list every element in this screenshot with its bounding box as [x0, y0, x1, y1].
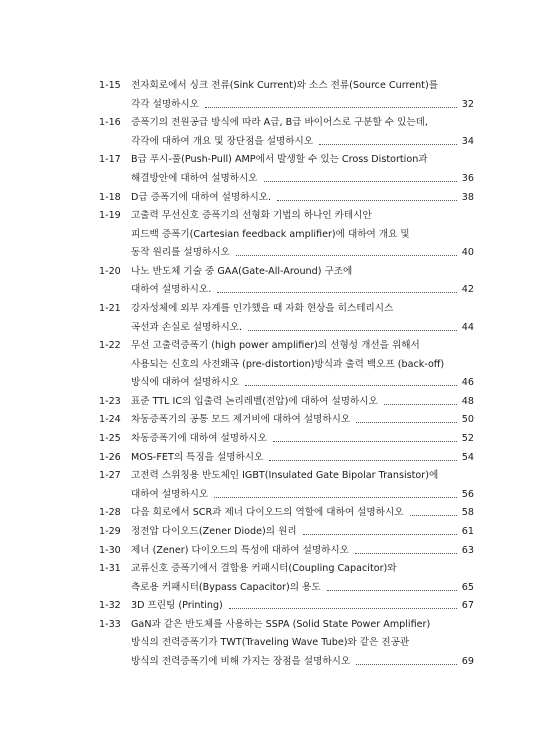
entry-number: 1-27 [99, 470, 121, 482]
toc-entry [0, 523, 555, 541]
toc-entry-continuation [0, 133, 555, 151]
entry-title: B급 푸시-풀(Push-Pull) AMP에서 발생할 수 있는 Cross Distortion과 [131, 154, 428, 166]
entry-title: 증폭기의 전원공급 방식에 따라 A급, B급 바이어스로 구분할 수 있는데, [131, 117, 428, 129]
page-number: 44 [461, 321, 474, 333]
entry-title: 방식에 대하여 설명하시오 [131, 377, 240, 389]
entry-title: 각각에 대하여 개요 및 장단점을 설명하시오 [131, 135, 314, 147]
page-number: 61 [461, 525, 474, 537]
toc-entry [0, 393, 555, 411]
entry-number: 1-22 [99, 340, 121, 352]
page-number: 52 [461, 433, 474, 444]
entry-title: 정전압 다이오드(Zener Diode)의 원리 [131, 525, 297, 537]
leader-dots [229, 608, 457, 609]
leader-dots [269, 460, 457, 461]
page-number: 63 [461, 544, 474, 556]
toc-entry [0, 449, 555, 467]
page-number: 50 [461, 414, 474, 426]
toc-entry-continuation [0, 96, 555, 114]
toc-entry [0, 151, 555, 169]
entry-title: 제너 (Zener) 다이오드의 특성에 대하여 설명하시오 [131, 544, 349, 556]
page-number: 58 [461, 507, 474, 519]
entry-title: 방식의 전력증폭기에 비해 가지는 장점을 설명하시오 [131, 656, 351, 667]
toc-entry-continuation [0, 579, 555, 597]
entry-number: 1-29 [99, 525, 121, 537]
entry-title: MOS-FET의 특징을 설명하시오 [131, 451, 264, 463]
entry-number: 1-23 [99, 395, 121, 407]
entry-title: 교류신호 증폭기에서 결합용 커패시터(Coupling Capacitor)와 [131, 563, 397, 575]
entry-title: 대하여 설명하시오. [131, 284, 212, 296]
entry-number: 1-32 [99, 600, 121, 612]
entry-title: 전자회로에서 싱크 전류(Sink Current)와 소스 전류(Source Current)를 [131, 80, 438, 91]
entry-number: 1-28 [99, 507, 121, 519]
toc-entry [0, 77, 555, 95]
entry-title: 차동증폭기에 대하여 설명하시오 [131, 433, 267, 444]
toc-entry [0, 263, 555, 281]
leader-dots [303, 534, 457, 535]
toc-entry [0, 430, 555, 448]
toc-entry-continuation [0, 244, 555, 262]
toc-entry [0, 300, 555, 318]
entry-title: 고출력 무선신호 증폭기의 선형화 기법의 하나인 카테시안 [131, 210, 372, 222]
leader-dots [410, 515, 457, 516]
entry-title: 차동증폭기의 공통 모드 제거비에 대하여 설명하시오 [131, 414, 351, 426]
page-number: 42 [461, 284, 474, 296]
entry-title: 3D 프린팅 (Printing) [131, 600, 223, 612]
leader-dots [356, 422, 457, 423]
toc-entry-continuation [0, 226, 555, 244]
leader-dots [273, 441, 457, 442]
page-number: 46 [461, 377, 474, 389]
page-number: 69 [461, 656, 474, 667]
entry-title: 다음 회로에서 SCR과 제너 다이오드의 역할에 대하여 설명하시오 [131, 507, 404, 519]
leader-dots [264, 181, 457, 182]
page-number: 40 [461, 247, 474, 259]
toc-entry [0, 467, 555, 485]
entry-title: 피드백 증폭기(Cartesian feedback amplifier)에 대하여 개요 및 [131, 228, 410, 240]
entry-number: 1-15 [99, 80, 121, 91]
entry-title: GaN과 같은 반도체를 사용하는 SSPA (Solid State Power Amplifier) [131, 618, 431, 630]
page-number: 67 [461, 600, 474, 612]
entry-title: 해결방안에 대하여 설명하시오 [131, 172, 258, 184]
entry-number: 1-16 [99, 117, 121, 129]
toc-entry [0, 504, 555, 522]
leader-dots [356, 664, 457, 665]
entry-title: 곡선과 손실로 설명하시오. [131, 321, 243, 333]
entry-title: 대하여 설명하시오 [131, 488, 209, 500]
leader-dots [327, 590, 457, 591]
toc-entry [0, 189, 555, 207]
toc-entry [0, 597, 555, 615]
page-number: 34 [461, 135, 474, 147]
leader-dots [319, 144, 457, 145]
toc-entry-continuation [0, 374, 555, 392]
page-number: 36 [461, 172, 474, 184]
page-number: 32 [461, 98, 474, 110]
page-number: 48 [461, 395, 474, 407]
entry-title: 각각 설명하시오 [131, 98, 199, 110]
toc-entry [0, 616, 555, 634]
toc-entry-continuation [0, 319, 555, 337]
entry-title: 동작 원리를 설명하시오 [131, 247, 230, 259]
toc-entry [0, 560, 555, 578]
toc-entry-continuation [0, 486, 555, 504]
entry-title: 강자성체에 외부 자계를 인가했을 때 자화 현상을 히스테리시스 [131, 303, 394, 314]
entry-number: 1-21 [99, 303, 121, 314]
entry-number: 1-31 [99, 563, 121, 575]
leader-dots [277, 200, 457, 201]
leader-dots [205, 107, 457, 108]
page-number: 38 [461, 191, 474, 203]
entry-number: 1-33 [99, 618, 121, 630]
entry-number: 1-24 [99, 414, 121, 426]
entry-number: 1-25 [99, 433, 121, 444]
leader-dots [245, 385, 457, 386]
entry-number: 1-20 [99, 265, 121, 277]
toc-entry [0, 114, 555, 132]
toc-entry-continuation [0, 281, 555, 299]
toc-entry [0, 411, 555, 429]
toc-entry [0, 542, 555, 560]
leader-dots [248, 330, 457, 331]
leader-dots [384, 404, 457, 405]
toc-entry-continuation [0, 356, 555, 374]
toc-entry-continuation [0, 170, 555, 188]
toc-entry-continuation [0, 653, 555, 671]
entry-title: D급 증폭기에 대하여 설명하시오. [131, 191, 272, 203]
entry-number: 1-17 [99, 154, 121, 166]
entry-title: 무선 고출력증폭기 (high power amplifier)의 선형성 개선을 위해서 [131, 340, 420, 352]
entry-title: 표준 TTL IC의 입출력 논리레벨(전압)에 대하여 설명하시오 [131, 395, 378, 407]
leader-dots [217, 292, 457, 293]
page-number: 54 [461, 451, 474, 463]
entry-title: 측로용 커패시터(Bypass Capacitor)의 용도 [131, 581, 321, 593]
leader-dots [214, 497, 457, 498]
entry-number: 1-30 [99, 544, 121, 556]
toc-entry [0, 207, 555, 225]
page-number: 65 [461, 581, 474, 593]
entry-number: 1-18 [99, 191, 121, 203]
entry-title: 사용되는 신호의 사전왜곡 (pre-distortion)방식과 출력 백오프 (back-off) [131, 358, 445, 370]
entry-number: 1-19 [99, 210, 121, 222]
leader-dots [355, 553, 457, 554]
entry-title: 방식의 전력증폭기가 TWT(Traveling Wave Tube)와 같은 진공관 [131, 637, 410, 649]
entry-number: 1-26 [99, 451, 121, 463]
toc-entry [0, 337, 555, 355]
leader-dots [236, 255, 457, 256]
toc-entry-continuation [0, 634, 555, 652]
entry-title: 나노 반도체 기술 중 GAA(Gate-All-Around) 구조에 [131, 265, 353, 277]
entry-title: 고전력 스위칭용 반도체인 IGBT(Insulated Gate Bipolar Transistor)에 [131, 470, 439, 482]
page-number: 56 [461, 488, 474, 500]
